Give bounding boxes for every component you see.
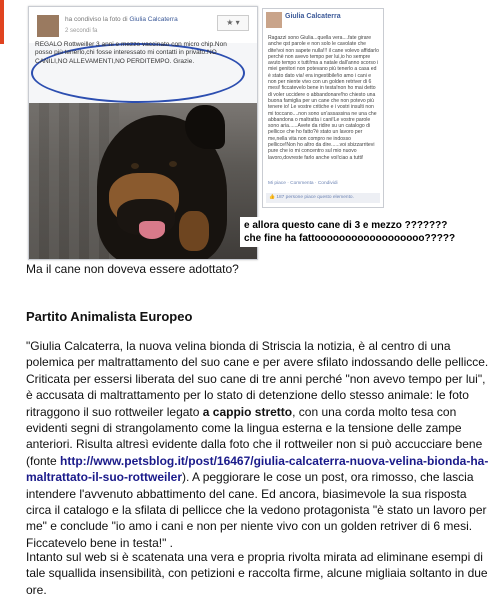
paragraph-text: "Giulia Calcaterra, la nuova velina bionda di Striscia la notizia, è al centro di una polemica per maltrattamento del suo cane e per avere sfilato indossando delle pellicce. Criticata per essersi liberata del suo cane di tre anni perché "non avevo tempo per lui", è accusata di maltrattamento per lo stato di detenzione dello stesso animale: le foto ritraggono il suo rottweiler legato [26,339,489,419]
facebook-post-right [262,8,384,208]
thumbs-up-icon: 👍 [269,195,275,200]
edge-decoration [0,0,4,44]
post-body-text: REGALO Rottweiller 3 anni e mezzo vaccinato con micro chip.Non posso più tenerlo,chi fosse interessato mi contatti in privato.NO CANILI,NO ALLEVAMENTI,NO PERDITEMPO. Grazie. [35,41,227,65]
paragraph-text: , con una corda molto tesa con evidenti segni di strangolamento come la lingua esterna e la tensione delle zampe anteriori. Risulta altresì evidente dalla foto che il rottweiler non si può accucciare bene (fonte [26,404,483,468]
avatar [37,15,59,37]
post-actions[interactable]: Mi piace · Commenta · Condividi [268,181,338,186]
dog-chest-shape [179,211,209,251]
avatar [266,12,282,28]
dog-tongue-shape [139,221,165,239]
likes-bar [266,193,380,203]
overlay-line-2: che fine ha fattoooooooooooooooooo????? [244,233,456,244]
dog-eye-shape [131,163,139,169]
paragraph-text: ). A peggiorare le cose un post, ora rimosso, che lascia intendere l'avvenuto abbattimento del cane. Ed ancora, biasimevole la sua risposta circa il catalogo e la sfilata di pellicce che la vedono protagonista "è stato un lavoro per me" e conclude "io amo i cani e non per niente vivo con un golden retriver di 6 mesi. Ficcatevelo bene in testa!" . [26,470,487,550]
image-caption: Ma il cane non doveva essere adottato? [26,262,239,276]
screenshot-collage [22,0,500,262]
likes-text[interactable]: 187 persone piace questo elemento. [276,195,354,200]
dog-photo [29,103,257,260]
post-body-text: Ragazzi sono Giulia...quella vera....fate girare anche qst parole e non solo le cavolate che dite!voi non sapete nulla!!! il cane volevo affidarlo perchè non avevo tempo per lui,io ho sempre avuto tempo x tutti!ma a natale dall'anno scorso i miei genitori non potevano più tenerlo a casa ed è stato dato via! era ingestibile!io amo i cani e non per niente vivo con un golden retriver di 6 mesi! ficcatevelo bene in testa!non ho mai detto di voler uccidere o abbandonare!ho chiesto una buona famiglia per un cane che non potevo più tenere io! Le vostre critiche e i vostri insulti non mi toccano....non sono un'assassina ne una che abbandona o maltratta i cani!Le vostre parole sono aria......Avete da ridire su un catalogo di pellicce che ho fatto?è stato un lavoro per me,nella vita non compro ne indosso pellicce!Non ho altro da dire......voi sbizzarritevi pure che io mi concentro sul mio nuovo lavoro,dovreste farlo anche voi!ciao a tutti! [268,35,379,161]
dog-ear-shape [185,105,225,149]
source-link[interactable]: http://www.petsblog.it/post/16467/giulia-calcaterra-nuova-velina-bionda-ha-maltrattato-il-suo-rottweiler [26,453,489,485]
share-name[interactable]: Giulia Calcaterra [129,16,178,23]
bold-phrase: a cappio stretto [202,404,293,419]
share-line [65,16,178,23]
overlay-line-1: e allora questo cane di 3 e mezzo ??????? [244,220,448,231]
section-heading: Partito Animalista Europeo [26,309,193,324]
share-prefix: ha condiviso la foto di [65,16,128,23]
post-options-button[interactable]: ★ ▾ [217,15,249,31]
facebook-post-left [28,6,258,260]
article-paragraph [26,338,492,551]
article-paragraph: Intanto sul web si è scatenata una vera e propria rivolta mirata ad eliminane esempi di tale squallida insensibilità, con petizioni e raccolta firme, alcune migliaia soltanto in due ore. [26,550,488,597]
post-header [29,7,257,43]
dog-eye-shape [169,161,177,167]
comment-overlay [240,217,501,247]
post-author-name[interactable]: Giulia Calcaterra [285,13,341,20]
post-time: 2 secondi fa [65,28,98,34]
